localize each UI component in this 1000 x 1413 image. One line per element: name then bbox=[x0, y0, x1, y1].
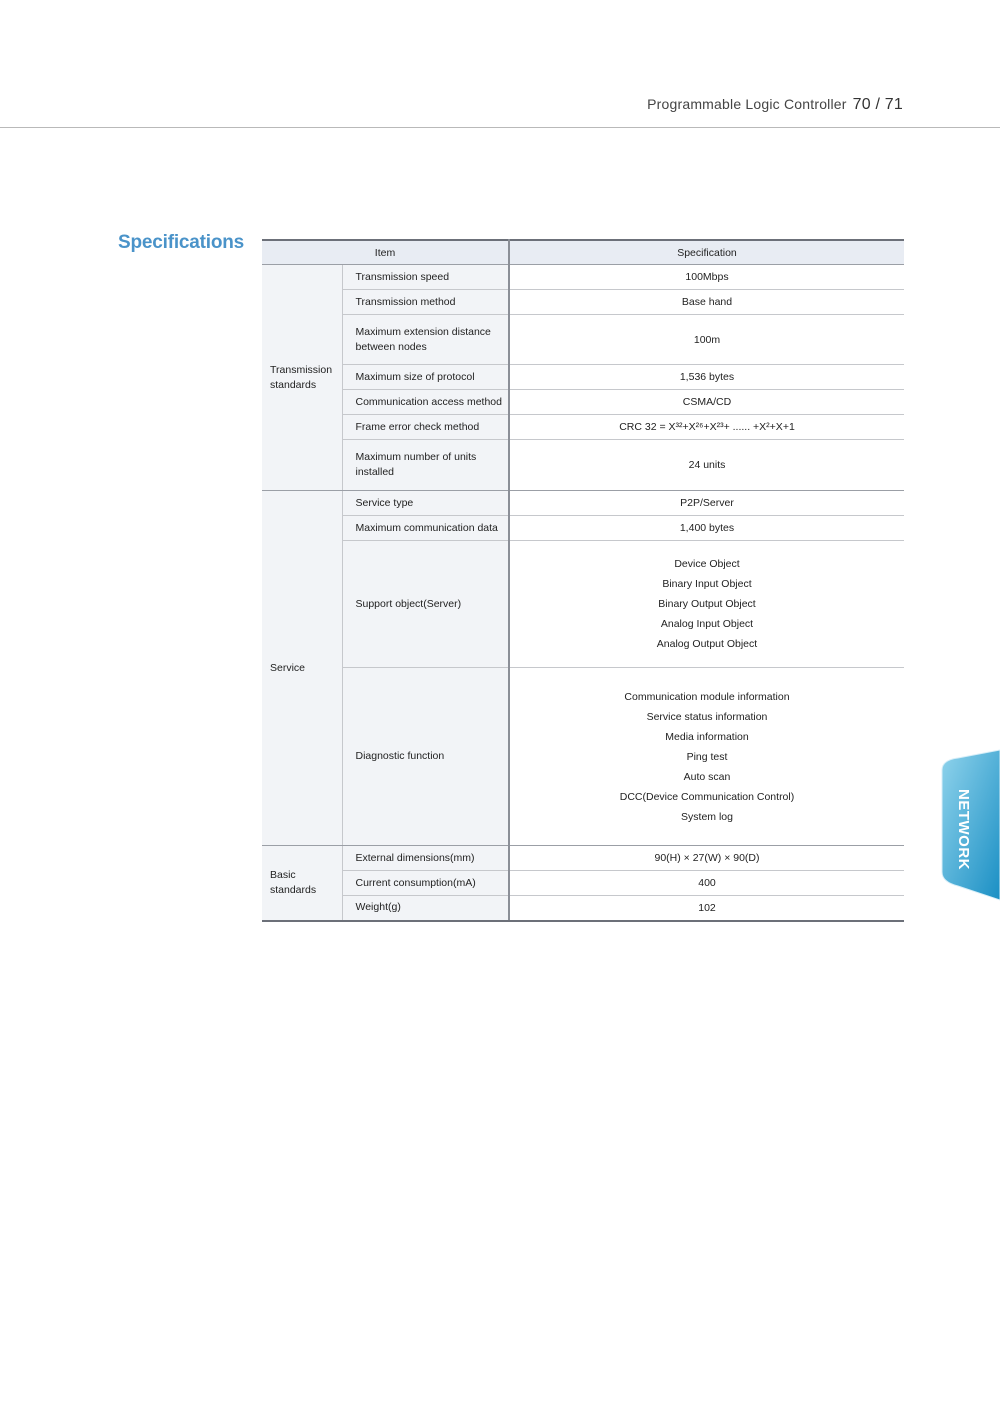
row-item: Weight(g) bbox=[342, 896, 509, 921]
list-item: Auto scan bbox=[683, 770, 731, 783]
table-row bbox=[262, 440, 904, 491]
table-row bbox=[262, 896, 904, 921]
row-value: 102 bbox=[509, 896, 904, 921]
row-item: Frame error check method bbox=[342, 415, 509, 440]
list-item: System log bbox=[681, 810, 733, 823]
table-row bbox=[262, 516, 904, 541]
group-label: Service bbox=[262, 491, 342, 846]
table-row bbox=[262, 491, 904, 516]
list-item: Device Object bbox=[674, 558, 740, 570]
table-header-row bbox=[262, 240, 904, 265]
table-row bbox=[262, 265, 904, 290]
table-row bbox=[262, 668, 904, 846]
running-header bbox=[647, 96, 903, 114]
document-title: Programmable Logic Controller bbox=[647, 96, 847, 112]
row-item: Current consumption(mA) bbox=[342, 871, 509, 896]
row-item: Transmission method bbox=[342, 290, 509, 315]
row-value: Base hand bbox=[509, 290, 904, 315]
table-row bbox=[262, 871, 904, 896]
table-row bbox=[262, 290, 904, 315]
table-row bbox=[262, 846, 904, 871]
row-value: 24 units bbox=[509, 440, 904, 491]
row-item: Service type bbox=[342, 491, 509, 516]
list-item: DCC(Device Communication Control) bbox=[619, 790, 795, 803]
row-item: Maximum extension distance between nodes bbox=[342, 315, 509, 365]
list-item: Binary Input Object bbox=[662, 578, 752, 590]
list-item: Binary Output Object bbox=[658, 598, 756, 610]
row-value: CSMA/CD bbox=[509, 390, 904, 415]
page-numbers: 70 / 71 bbox=[852, 96, 903, 113]
row-value: 100m bbox=[509, 315, 904, 365]
row-item: Diagnostic function bbox=[342, 668, 509, 846]
table-row bbox=[262, 365, 904, 390]
list-item: Service status information bbox=[646, 710, 768, 723]
list-item: Analog Output Object bbox=[656, 638, 758, 650]
side-tab-label: NETWORK bbox=[955, 788, 972, 870]
list-item: Communication module information bbox=[624, 690, 790, 703]
table-row bbox=[262, 541, 904, 668]
row-value: 1,536 bytes bbox=[509, 365, 904, 390]
row-item: Maximum communication data bbox=[342, 516, 509, 541]
list-item: Media information bbox=[665, 730, 749, 743]
row-item: Maximum number of units installed bbox=[342, 440, 509, 491]
row-item: Communication access method bbox=[342, 390, 509, 415]
list-item: Ping test bbox=[686, 750, 728, 763]
row-value: P2P/Server bbox=[509, 491, 904, 516]
section-title: Specifications bbox=[118, 232, 245, 253]
header-divider bbox=[0, 127, 1000, 128]
specifications-table bbox=[262, 239, 904, 922]
row-item: Maximum size of protocol bbox=[342, 365, 509, 390]
row-value: 400 bbox=[509, 871, 904, 896]
row-value-list bbox=[509, 541, 904, 668]
header-item: Item bbox=[262, 240, 509, 265]
table-row bbox=[262, 390, 904, 415]
row-value: 90(H) × 27(W) × 90(D) bbox=[509, 846, 904, 871]
group-label: Transmission standards bbox=[262, 265, 342, 491]
row-item: Support object(Server) bbox=[342, 541, 509, 668]
table-row bbox=[262, 415, 904, 440]
row-value: CRC 32 = X³²+X²⁶+X²³+ ...... +X²+X+1 bbox=[509, 415, 904, 440]
row-item: External dimensions(mm) bbox=[342, 846, 509, 871]
header-specification: Specification bbox=[509, 240, 904, 265]
row-value: 100Mbps bbox=[509, 265, 904, 290]
row-value-list bbox=[509, 668, 904, 846]
table-row bbox=[262, 315, 904, 365]
row-value: 1,400 bytes bbox=[509, 516, 904, 541]
group-label: Basic standards bbox=[262, 846, 342, 921]
list-item: Analog Input Object bbox=[660, 618, 754, 630]
row-item: Transmission speed bbox=[342, 265, 509, 290]
